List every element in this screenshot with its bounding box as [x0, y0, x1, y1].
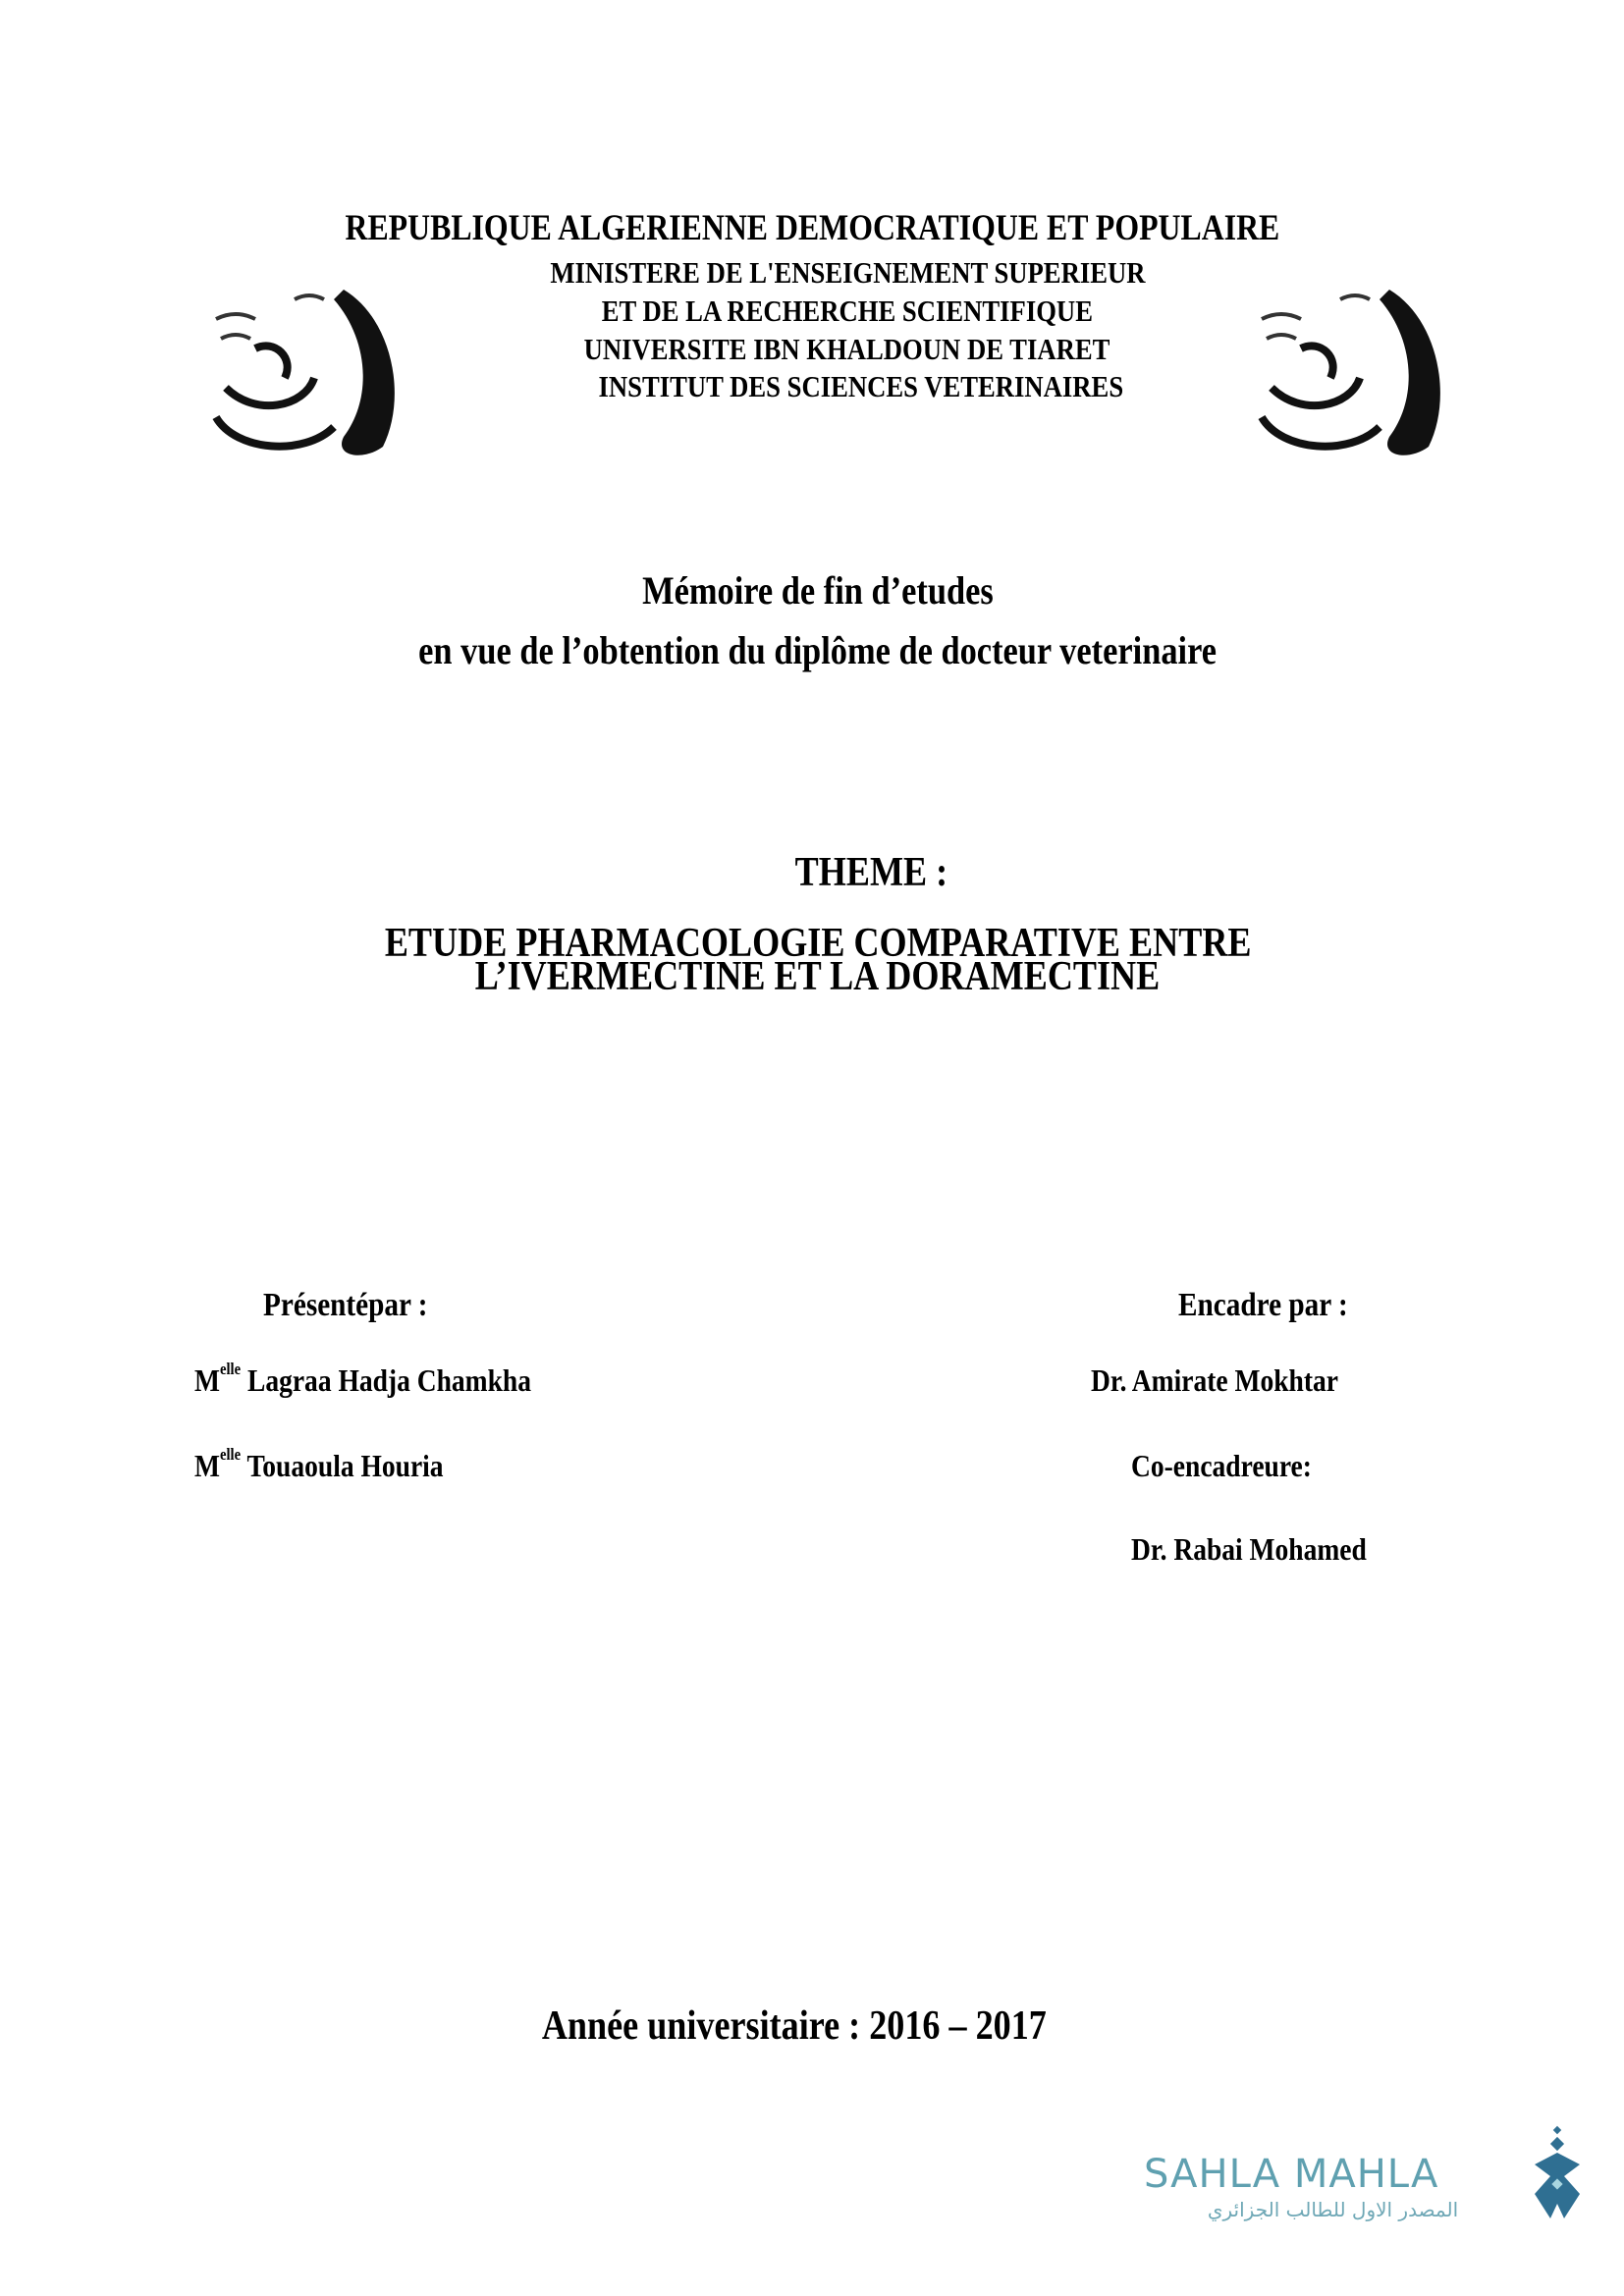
- institute-name: INSTITUT DES SCIENCES VETERINAIRES: [598, 369, 1124, 403]
- theme-title-line2: L’IVERMECTINE ET LA DORAMECTINE: [475, 954, 1161, 999]
- republic-heading: REPUBLIQUE ALGERIENNE DEMOCRATIQUE ET POPULAIRE: [345, 208, 1279, 248]
- presented-by-label: Présentépar :: [263, 1287, 428, 1323]
- university-logo-left: [196, 280, 407, 461]
- university-name: UNIVERSITE IBN KHALDOUN DE TIARET: [584, 332, 1110, 366]
- memoire-subtitle: en vue de l’obtention du diplôme de docteur veterinaire: [418, 628, 1218, 672]
- sahla-mahla-logo-icon: [1525, 2125, 1590, 2223]
- supervised-by-label: Encadre par :: [1178, 1287, 1348, 1323]
- watermark-tagline: المصدر الاول للطالب الجزائري: [1207, 2198, 1459, 2221]
- academic-year: Année universitaire : 2016 – 2017: [541, 2003, 1048, 2049]
- co-supervisor-name: Dr. Rabai Mohamed: [1131, 1531, 1367, 1567]
- student-name: $M^{elle}$ Lagraa Hadja Chamkha: [194, 1360, 531, 1398]
- university-logo-right: [1242, 280, 1453, 461]
- watermark-brand: SAHLA MAHLA: [1144, 2152, 1439, 2197]
- ministry-line1: MINISTERE DE L'ENSEIGNEMENT SUPERIEUR: [549, 255, 1146, 290]
- theme-label: THEME :: [794, 850, 947, 895]
- sahla-mahla-watermark: [1144, 2135, 1586, 2223]
- student-name: $M^{elle}$ Touaoula Houria: [194, 1445, 444, 1483]
- ministry-line2: ET DE LA RECHERCHE SCIENTIFIQUE: [601, 294, 1094, 328]
- supervisor-name: Dr. Amirate Mokhtar: [1091, 1362, 1338, 1398]
- co-supervisor-label: Co-encadreure:: [1131, 1448, 1312, 1483]
- theme-title-line1: ETUDE PHARMACOLOGIE COMPARATIVE ENTRE: [384, 921, 1252, 966]
- memoire-title: Mémoire de fin d’etudes: [642, 568, 994, 613]
